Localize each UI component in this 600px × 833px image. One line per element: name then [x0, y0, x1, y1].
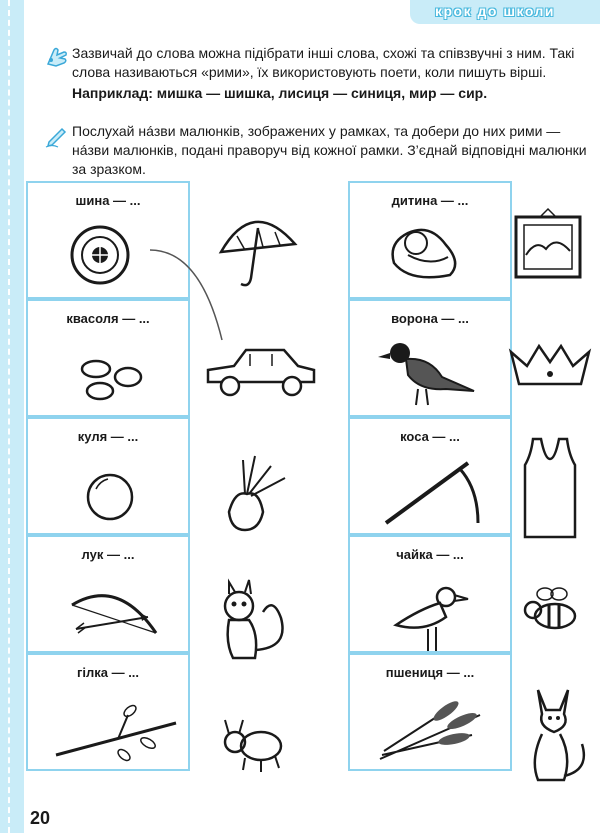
side-strip-dash	[8, 0, 10, 833]
example-connection-line	[150, 240, 230, 350]
right-box-5-label: пшениця — ...	[385, 665, 475, 680]
listen-hand-icon	[44, 44, 70, 70]
left-box-5	[26, 653, 190, 771]
painting-icon	[510, 205, 590, 285]
example-line: Наприклад: мишка — шишка, лисиця — синиця, мир — сир.	[72, 85, 488, 101]
left-box-2-label: квасоля — ...	[66, 311, 150, 326]
right-box-1-label: дитина — ...	[391, 193, 469, 208]
right-box-3-label: коса — ...	[400, 429, 460, 444]
right-box-4	[348, 535, 512, 653]
right-box-3	[348, 417, 512, 535]
right-box-1	[348, 181, 512, 299]
ball-icon	[28, 419, 188, 533]
left-box-3-label: куля — ...	[77, 429, 139, 444]
onion-icon	[215, 450, 305, 540]
wheat-icon	[350, 655, 510, 769]
page-number: 20	[30, 808, 51, 828]
left-box-4-label: лук — ...	[81, 547, 135, 562]
left-box-3	[26, 417, 190, 535]
branch-icon	[28, 655, 188, 769]
right-box-2-label: ворона — ...	[391, 311, 469, 326]
beetle-icon	[215, 712, 295, 782]
intro-paragraph: Зазвичай до слова можна підібрати інші слова, схожі та співзвучні з ним. Такі слова називаються «рими», їх використовують поети, коли пишуть вірші.	[72, 45, 575, 80]
tank-top-icon	[515, 435, 585, 545]
pencil-icon	[44, 122, 70, 148]
right-box-5	[348, 653, 512, 771]
squirrel-icon	[215, 570, 295, 670]
fox-icon	[512, 680, 592, 790]
bee-icon	[515, 580, 585, 640]
left-box-1-label: шина — ...	[75, 193, 141, 208]
crow-icon	[350, 301, 510, 415]
side-strip	[0, 0, 24, 833]
header-title: крок до школи	[435, 3, 556, 19]
right-box-2	[348, 299, 512, 417]
left-box-4	[26, 535, 190, 653]
bow-icon	[28, 537, 188, 651]
car-icon	[200, 340, 320, 410]
right-box-4-label: чайка — ...	[396, 547, 464, 562]
crown-icon	[505, 340, 595, 390]
task-paragraph: Послухай нáзви малюнків, зображених у рамках, та добери до них рими — нáзви малюнків, подані праворуч від кожної рамки. З’єднай відповідні малюнки за зразком.	[72, 123, 587, 177]
baby-icon	[350, 183, 510, 297]
seagull-icon	[350, 537, 510, 651]
scythe-icon	[350, 419, 510, 533]
left-box-5-label: гілка — ...	[76, 665, 140, 680]
